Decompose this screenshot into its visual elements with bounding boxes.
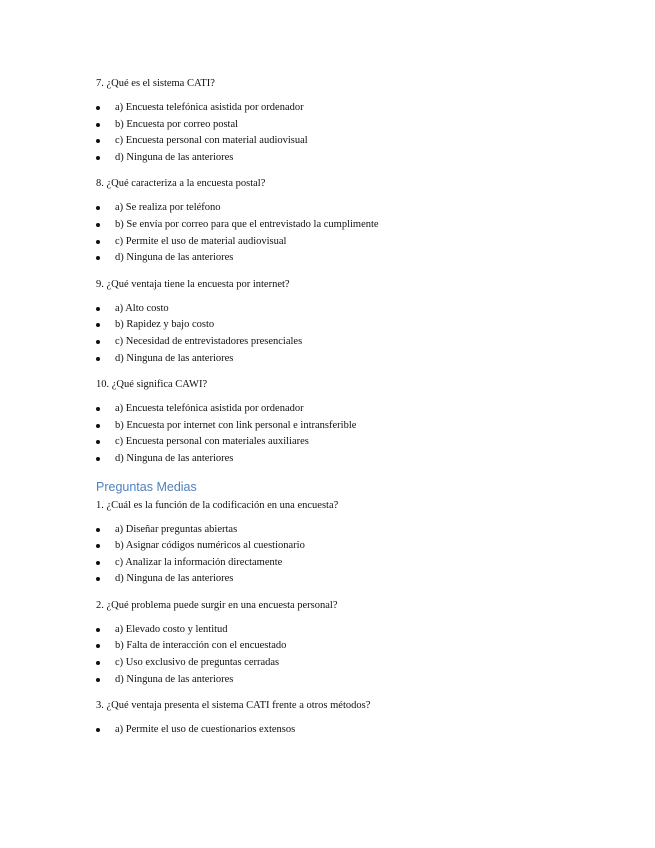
question-8: 8. ¿Qué caracteriza a la encuesta postal? <box>96 178 266 190</box>
bullet-icon <box>96 644 100 648</box>
option-item <box>96 419 616 436</box>
question-2: 2. ¿Qué problema puede surgir en una encuesta personal? <box>96 599 338 611</box>
bullet-icon <box>96 240 100 244</box>
options-list <box>96 302 616 368</box>
bullet-icon <box>96 156 100 160</box>
option-text: c) Encuesta personal con materiales auxiliares <box>115 436 309 448</box>
options-list <box>96 723 616 740</box>
bullet-icon <box>96 340 100 344</box>
bullet-icon <box>96 139 100 143</box>
bullet-icon <box>96 661 100 665</box>
bullet-icon <box>96 323 100 327</box>
option-text: b) Se envía por correo para que el entrevistado la cumplimente <box>115 218 379 230</box>
question-1: 1. ¿Cuál es la función de la codificación en una encuesta? <box>96 499 339 511</box>
bullet-icon <box>96 223 100 227</box>
bullet-icon <box>96 256 100 260</box>
option-item <box>96 235 616 252</box>
bullet-icon <box>96 628 100 632</box>
option-item <box>96 639 616 656</box>
option-text: a) Alto costo <box>115 302 169 314</box>
bullet-icon <box>96 528 100 532</box>
option-item <box>96 118 616 135</box>
option-text: a) Diseñar preguntas abiertas <box>115 523 238 535</box>
bullet-icon <box>96 106 100 110</box>
option-item <box>96 352 616 369</box>
option-item <box>96 218 616 235</box>
bullet-icon <box>96 728 100 732</box>
options-list <box>96 402 616 468</box>
question-3: 3. ¿Qué ventaja presenta el sistema CATI frente a otros métodos? <box>96 700 371 712</box>
option-item <box>96 335 616 352</box>
option-item <box>96 539 616 556</box>
options-list <box>96 101 616 167</box>
option-text: c) Encuesta personal con material audiovisual <box>115 135 308 147</box>
option-item <box>96 556 616 573</box>
bullet-icon <box>96 123 100 127</box>
option-item <box>96 623 616 640</box>
options-list <box>96 523 616 589</box>
bullet-icon <box>96 678 100 682</box>
option-text: c) Permite el uso de material audiovisual <box>115 235 287 247</box>
option-item <box>96 523 616 540</box>
bullet-icon <box>96 457 100 461</box>
option-text: d) Ninguna de las anteriores <box>115 673 234 685</box>
bullet-icon <box>96 307 100 311</box>
option-text: c) Necesidad de entrevistadores presenciales <box>115 335 303 347</box>
option-text: b) Rapidez y bajo costo <box>115 319 215 331</box>
option-text: c) Uso exclusivo de preguntas cerradas <box>115 657 280 669</box>
option-text: b) Encuesta por correo postal <box>115 118 239 130</box>
option-text: d) Ninguna de las anteriores <box>115 573 234 585</box>
bullet-icon <box>96 357 100 361</box>
option-item <box>96 302 616 319</box>
option-text: d) Ninguna de las anteriores <box>115 352 234 364</box>
option-text: d) Ninguna de las anteriores <box>115 252 234 264</box>
options-list <box>96 201 616 267</box>
question-7: 7. ¿Qué es el sistema CATI? <box>96 78 215 89</box>
option-text: a) Elevado costo y lentitud <box>115 623 228 635</box>
option-item <box>96 201 616 218</box>
bullet-icon <box>96 206 100 210</box>
option-text: b) Encuesta por internet con link personal e intransferible <box>115 419 357 431</box>
option-item <box>96 572 616 589</box>
question-9: 9. ¿Qué ventaja tiene la encuesta por internet? <box>96 278 290 290</box>
option-text: a) Encuesta telefónica asistida por ordenador <box>115 403 304 415</box>
option-text: a) Se realiza por teléfono <box>115 202 221 214</box>
document-content <box>96 77 616 750</box>
option-item <box>96 151 616 168</box>
option-text: a) Encuesta telefónica asistida por ordenador <box>115 102 304 113</box>
option-item <box>96 134 616 151</box>
option-item <box>96 435 616 452</box>
option-item <box>96 673 616 690</box>
question-10: 10. ¿Qué significa CAWI? <box>96 379 208 391</box>
option-item <box>96 452 616 469</box>
option-text: b) Falta de interacción con el encuestado <box>115 640 287 652</box>
option-item <box>96 101 616 118</box>
option-text: d) Ninguna de las anteriores <box>115 452 234 464</box>
option-item <box>96 318 616 335</box>
option-text: c) Analizar la información directamente <box>115 556 283 568</box>
option-item <box>96 723 616 740</box>
bullet-icon <box>96 561 100 565</box>
bullet-icon <box>96 544 100 548</box>
section-heading: Preguntas Medias <box>96 479 197 494</box>
bullet-icon <box>96 577 100 581</box>
option-text: a) Permite el uso de cuestionarios extensos <box>115 724 296 736</box>
option-item <box>96 656 616 673</box>
option-text: d) Ninguna de las anteriores <box>115 151 234 163</box>
bullet-icon <box>96 407 100 411</box>
option-item <box>96 402 616 419</box>
bullet-icon <box>96 440 100 444</box>
options-list <box>96 623 616 689</box>
bullet-icon <box>96 424 100 428</box>
option-text: b) Asignar códigos numéricos al cuestionario <box>115 540 305 552</box>
option-item <box>96 251 616 268</box>
